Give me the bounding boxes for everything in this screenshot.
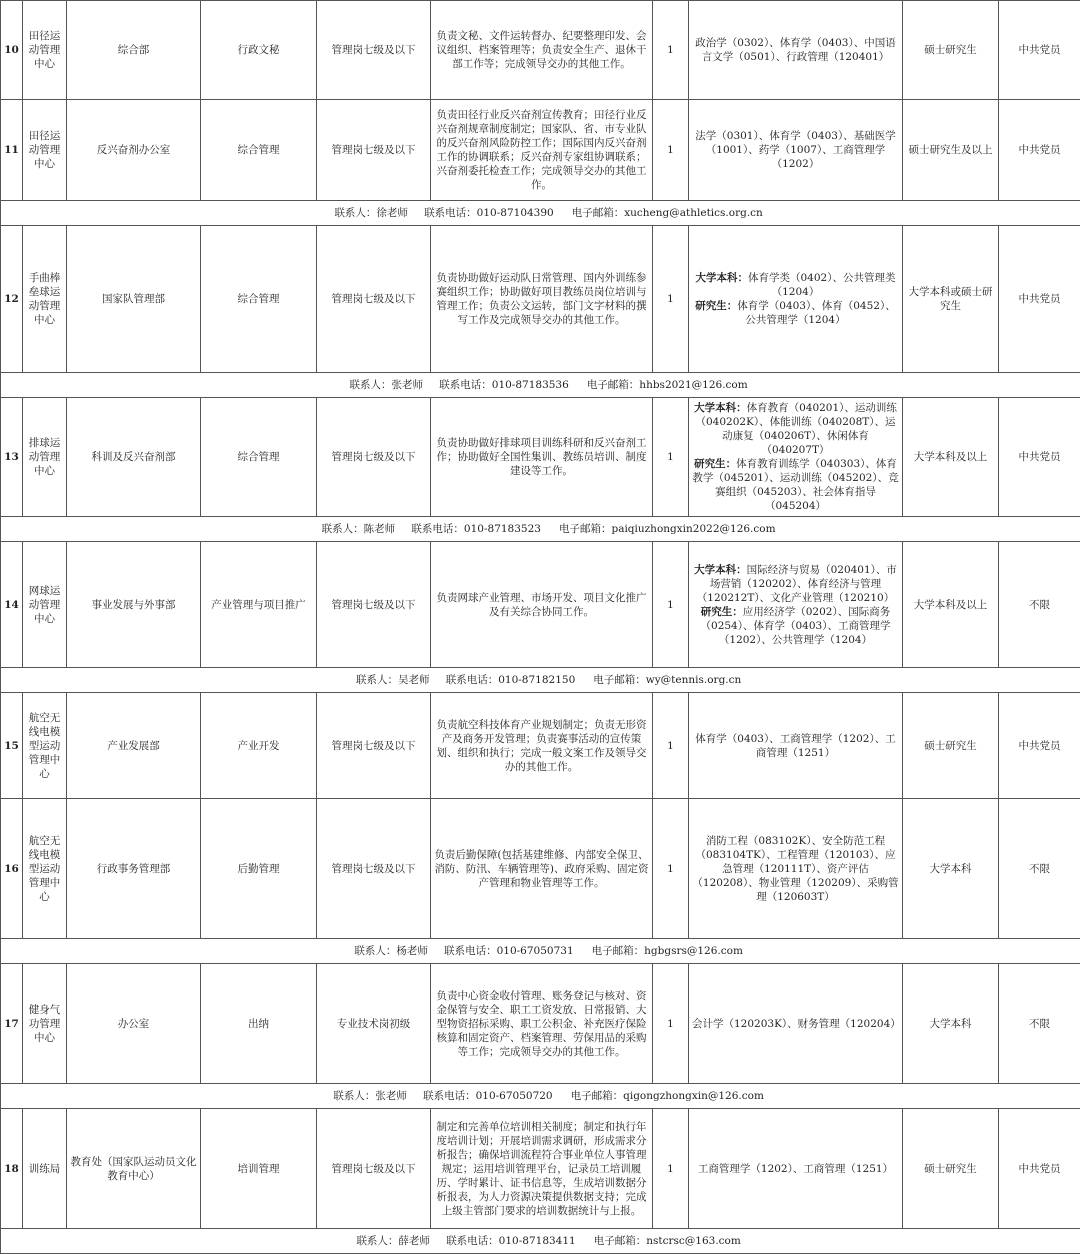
level-cell: 管理岗七级及以下 (317, 1, 431, 100)
contact-email: 电子邮箱：hhbs2021@126.com (587, 378, 748, 392)
table-row (1, 398, 1080, 517)
unit-cell: 航空无线电模型运动管理中心 (23, 799, 67, 939)
department-cell: 科训及反兴奋剂部 (67, 398, 201, 517)
unit-cell: 田径运动管理中心 (23, 1, 67, 100)
contact-email: 电子邮箱：paiqiuzhongxin2022@126.com (559, 522, 776, 536)
major-bachelor-text: 体育学类（0402）、公共管理类（1204） (748, 272, 895, 298)
level-cell: 管理岗七级及以下 (317, 398, 431, 517)
contact-cell (1, 201, 1080, 226)
department-cell: 国家队管理部 (67, 226, 201, 373)
unit-cell: 手曲棒垒球运动管理中心 (23, 226, 67, 373)
major-cell (689, 542, 903, 668)
contact-person: 联系人：吴老师 (340, 673, 446, 687)
contact-row (1, 668, 1080, 693)
duties-cell: 负责文秘、文件运转督办、纪要整理印发、会议组织、档案管理等；负责安全生产、退休干部工作等；完成领导交办的其他工作。 (431, 1, 653, 100)
major-cell: 体育学（0403）、工商管理学（1202）、工商管理（1251） (689, 693, 903, 799)
department-cell: 综合部 (67, 1, 201, 100)
contact-email: 电子邮箱：hgbgsrs@126.com (592, 944, 743, 958)
table-row (1, 1109, 1080, 1229)
count-cell: 1 (653, 398, 689, 517)
contact-cell (1, 668, 1080, 693)
education-cell: 大学本科 (903, 799, 999, 939)
politics-cell: 中共党员 (999, 100, 1080, 201)
unit-cell: 排球运动管理中心 (23, 398, 67, 517)
level-cell: 管理岗七级及以下 (317, 693, 431, 799)
major-label-graduate: 研究生： (694, 458, 736, 470)
contact-phone: 联系电话：010-87183523 (411, 522, 541, 536)
unit-cell: 训练局 (23, 1109, 67, 1229)
major-cell: 政治学（0302）、体育学（0403）、中国语言文学（0501）、行政管理（120401） (689, 1, 903, 100)
level-cell: 专业技术岗初级 (317, 964, 431, 1084)
contact-phone: 联系电话：010-87104390 (424, 206, 554, 220)
unit-cell: 田径运动管理中心 (23, 100, 67, 201)
education-cell: 硕士研究生 (903, 1109, 999, 1229)
education-cell: 硕士研究生 (903, 1, 999, 100)
major-label-bachelor: 大学本科： (694, 402, 747, 414)
contact-phone: 联系电话：010-67050720 (423, 1089, 553, 1103)
unit-cell: 航空无线电模型运动管理中心 (23, 693, 67, 799)
department-cell: 教育处（国家队运动员文化教育中心） (67, 1109, 201, 1229)
post-cell: 培训管理 (201, 1109, 317, 1229)
major-graduate-text: 体育教育训练学（040303）、体育教学（045201）、运动训练（045202）、竞赛组织（045203）、社会体育指导（045204） (692, 458, 898, 512)
contact-person: 联系人：张老师 (333, 378, 439, 392)
duties-cell: 负责协助做好运动队日常管理、国内外训练参赛组织工作；协助做好项目教练员岗位培训与管理工作；负责公文运转，部门文字材料的撰写工作及完成领导交办的其他工作。 (431, 226, 653, 373)
department-cell: 办公室 (67, 964, 201, 1084)
level-cell: 管理岗七级及以下 (317, 799, 431, 939)
department-cell: 产业发展部 (67, 693, 201, 799)
count-cell: 1 (653, 799, 689, 939)
major-cell: 会计学（120203K）、财务管理（120204） (689, 964, 903, 1084)
table-row (1, 100, 1080, 201)
department-cell: 事业发展与外事部 (67, 542, 201, 668)
unit-cell: 健身气功管理中心 (23, 964, 67, 1084)
education-cell: 硕士研究生及以上 (903, 100, 999, 201)
row-number: 12 (1, 226, 23, 373)
education-cell: 硕士研究生 (903, 693, 999, 799)
contact-cell (1, 1229, 1080, 1254)
post-cell: 后勤管理 (201, 799, 317, 939)
contact-row (1, 517, 1080, 542)
major-label-graduate: 研究生： (701, 606, 743, 618)
contact-email: 电子邮箱：qigongzhongxin@126.com (571, 1089, 764, 1103)
row-number: 18 (1, 1109, 23, 1229)
contact-person: 联系人：陈老师 (305, 522, 411, 536)
level-cell: 管理岗七级及以下 (317, 1109, 431, 1229)
row-number: 13 (1, 398, 23, 517)
major-cell: 法学（0301）、体育学（0403）、基础医学（1001）、药学（1007）、工商管理学（1202） (689, 100, 903, 201)
post-cell: 综合管理 (201, 100, 317, 201)
education-cell: 大学本科及以上 (903, 398, 999, 517)
unit-cell: 网球运动管理中心 (23, 542, 67, 668)
education-cell: 大学本科或硕士研究生 (903, 226, 999, 373)
politics-cell: 中共党员 (999, 1, 1080, 100)
table-row (1, 226, 1080, 373)
education-cell: 大学本科及以上 (903, 542, 999, 668)
row-number: 17 (1, 964, 23, 1084)
contact-cell (1, 939, 1080, 964)
major-label-bachelor: 大学本科： (696, 272, 749, 284)
major-graduate-text: 应用经济学（0202）、国际商务（0254）、体育学（0403）、工商管理学（1202）、公共管理学（1204） (701, 606, 891, 646)
table-row (1, 799, 1080, 939)
major-cell (689, 226, 903, 373)
contact-email: 电子邮箱：wy@tennis.org.cn (593, 673, 741, 687)
contact-phone: 联系电话：010-67050731 (444, 944, 574, 958)
row-number: 10 (1, 1, 23, 100)
contact-phone: 联系电话：010-87183411 (446, 1234, 576, 1248)
politics-cell: 不限 (999, 542, 1080, 668)
duties-cell: 负责田径行业反兴奋剂宣传教育；田径行业反兴奋剂规章制度制定；国家队、省、市专业队的反兴奋剂风险防控工作；国际国内反兴奋剂工作的协调联系；反兴奋剂专家组协调联系；兴奋剂委托检查工作；完成领导交办的其他工作。 (431, 100, 653, 201)
row-number: 14 (1, 542, 23, 668)
level-cell: 管理岗七级及以下 (317, 226, 431, 373)
duties-cell: 制定和完善单位培训相关制度；制定和执行年度培训计划；开展培训需求调研，形成需求分析报告；确保培训流程符合事业单位人事管理规定；运用培训管理平台，记录员工培训履历、学时累计、证书信息等，生成培训数据分析报表，为人力资源决策提供数据支持；完成上级主管部门要求的培训数据统计与上报。 (431, 1109, 653, 1229)
duties-cell: 负责后勤保障(包括基建维修、内部安全保卫、消防、防汛、车辆管理等)、政府采购、固定资产管理和物业管理等工作。 (431, 799, 653, 939)
contact-phone: 联系电话：010-87182150 (446, 673, 576, 687)
count-cell: 1 (653, 226, 689, 373)
contact-row (1, 373, 1080, 398)
politics-cell: 中共党员 (999, 226, 1080, 373)
major-cell: 消防工程（083102K）、安全防范工程（083104TK）、工程管理（120103）、应急管理（120111T）、资产评估（120208）、物业管理（120209）、采购管理（120603T） (689, 799, 903, 939)
duties-cell: 负责网球产业管理、市场开发、项目文化推广及有关综合协同工作。 (431, 542, 653, 668)
major-bachelor-text: 体育教育（040201）、运动训练（040202K）、体能训练（040208T）、运动康复（040206T）、休闲体育（040207T） (695, 402, 896, 456)
post-cell: 综合管理 (201, 398, 317, 517)
politics-cell: 中共党员 (999, 1109, 1080, 1229)
contact-row (1, 201, 1080, 226)
level-cell: 管理岗七级及以下 (317, 100, 431, 201)
major-graduate-text: 体育学（0403）、体育（0452）、公共管理学（1204） (737, 300, 895, 326)
table-row (1, 964, 1080, 1084)
count-cell: 1 (653, 1109, 689, 1229)
contact-email: 电子邮箱：xucheng@athletics.org.cn (572, 206, 763, 220)
politics-cell: 中共党员 (999, 398, 1080, 517)
post-cell: 产业开发 (201, 693, 317, 799)
contact-row (1, 1229, 1080, 1254)
row-number: 15 (1, 693, 23, 799)
count-cell: 1 (653, 964, 689, 1084)
contact-row (1, 939, 1080, 964)
contact-row (1, 1084, 1080, 1109)
contact-cell (1, 517, 1080, 542)
duties-cell: 负责协助做好排球项目训练科研和反兴奋剂工作；协助做好全国性集训、教练员培训、制度建设等工作。 (431, 398, 653, 517)
count-cell: 1 (653, 542, 689, 668)
post-cell: 综合管理 (201, 226, 317, 373)
politics-cell: 不限 (999, 964, 1080, 1084)
contact-person: 联系人：薛老师 (340, 1234, 446, 1248)
duties-cell: 负责中心资金收付管理、账务登记与核对、资金保管与安全、职工工资发放、日常报销、大型物资招标采购、职工公积金、补充医疗保险核算和固定资产、档案管理、劳保用品的采购等工作；完成领导交办的其他工作。 (431, 964, 653, 1084)
department-cell: 行政事务管理部 (67, 799, 201, 939)
education-cell: 大学本科 (903, 964, 999, 1084)
row-number: 16 (1, 799, 23, 939)
post-cell: 产业管理与项目推广 (201, 542, 317, 668)
level-cell: 管理岗七级及以下 (317, 542, 431, 668)
table-row (1, 693, 1080, 799)
major-cell: 工商管理学（1202）、工商管理（1251） (689, 1109, 903, 1229)
contact-cell (1, 1084, 1080, 1109)
contact-phone: 联系电话：010-87183536 (439, 378, 569, 392)
table-row (1, 542, 1080, 668)
count-cell: 1 (653, 693, 689, 799)
major-cell (689, 398, 903, 517)
major-label-bachelor: 大学本科： (694, 564, 747, 576)
post-cell: 出纳 (201, 964, 317, 1084)
contact-cell (1, 373, 1080, 398)
post-cell: 行政文秘 (201, 1, 317, 100)
major-label-graduate: 研究生： (695, 300, 737, 312)
duties-cell: 负责航空科技体育产业规划制定；负责无形资产及商务开发管理；负责赛事活动的宣传策划、组织和执行；完成一般文案工作及领导交办的其他工作。 (431, 693, 653, 799)
contact-person: 联系人：杨老师 (338, 944, 444, 958)
major-bachelor-text: 国际经济与贸易（020401）、市场营销（120202）、体育经济与管理（120212T）、文化产业管理（120210） (697, 564, 897, 604)
contact-email: 电子邮箱：nstcrsc@163.com (594, 1234, 741, 1248)
contact-person: 联系人：张老师 (317, 1089, 423, 1103)
contact-person: 联系人：徐老师 (318, 206, 424, 220)
politics-cell: 中共党员 (999, 693, 1080, 799)
politics-cell: 不限 (999, 799, 1080, 939)
row-number: 11 (1, 100, 23, 201)
count-cell: 1 (653, 1, 689, 100)
table-row (1, 1, 1080, 100)
count-cell: 1 (653, 100, 689, 201)
department-cell: 反兴奋剂办公室 (67, 100, 201, 201)
